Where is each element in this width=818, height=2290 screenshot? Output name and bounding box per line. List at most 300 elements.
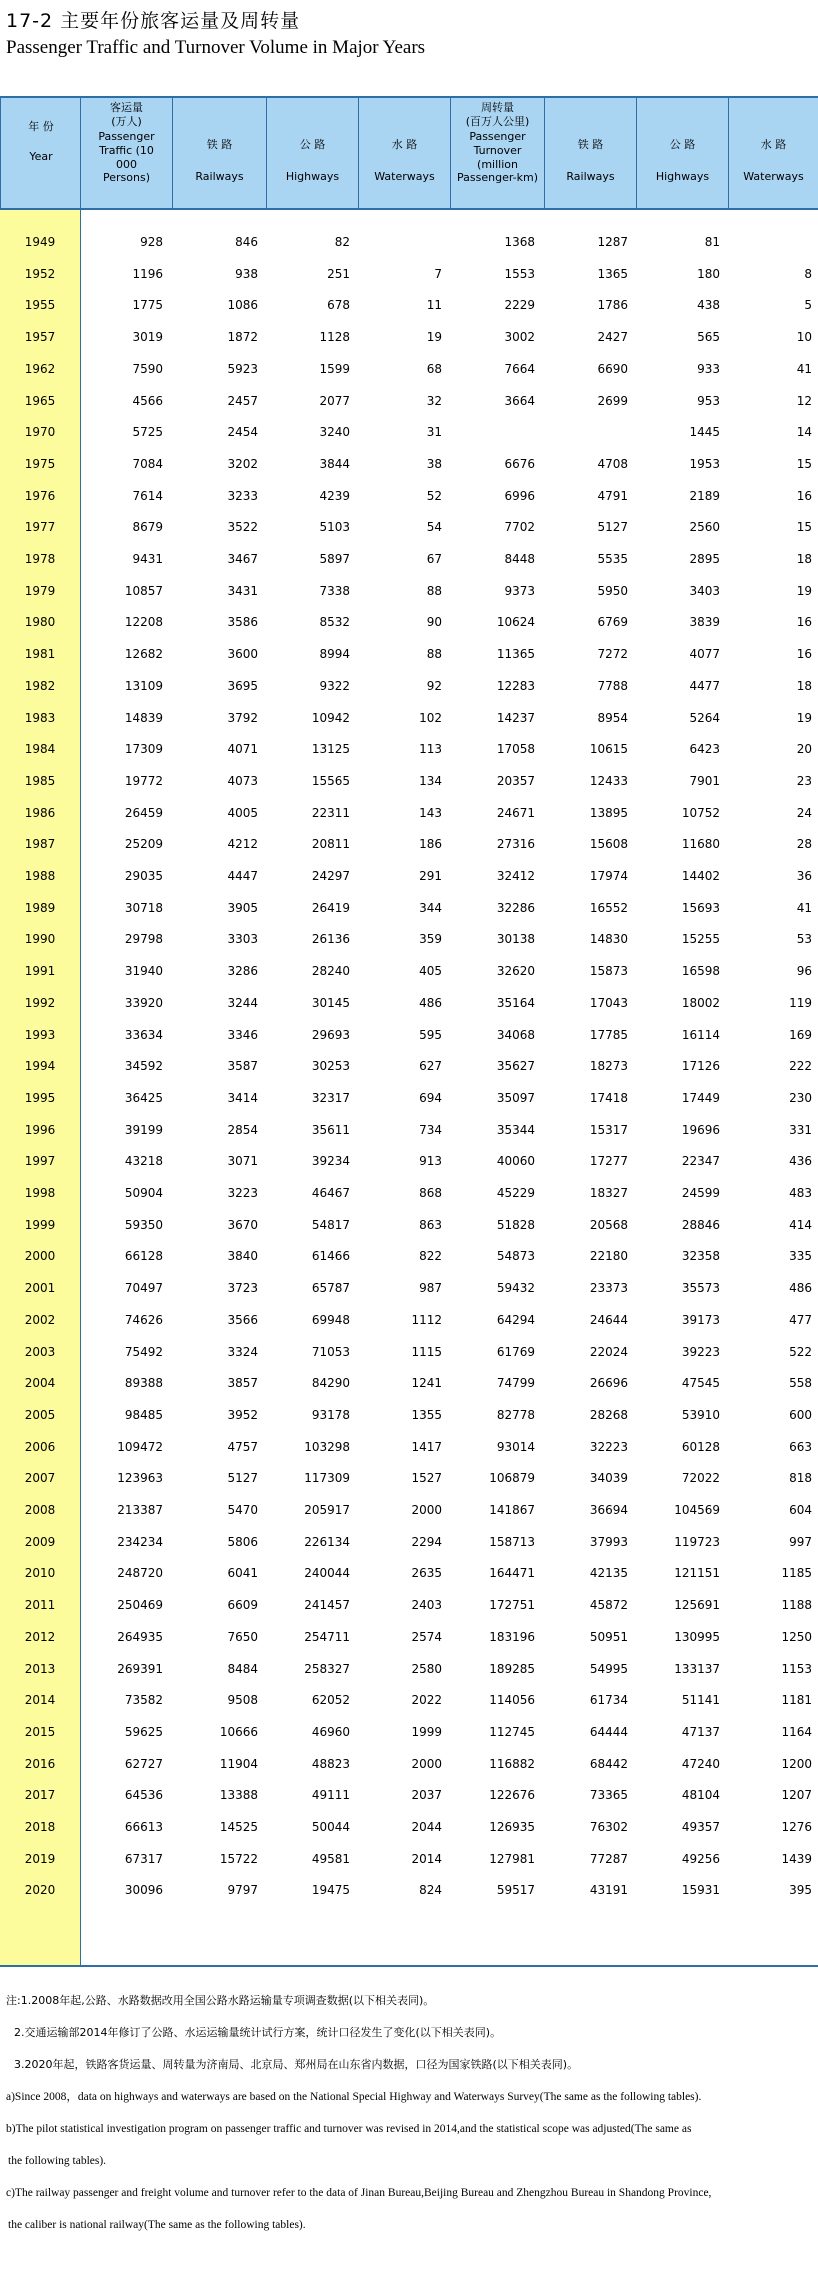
cell-traffic-hwy: 82 xyxy=(334,235,350,249)
cell-turnover-water: 1200 xyxy=(781,1756,812,1771)
cell-turnover-hwy: 5264 xyxy=(689,710,720,725)
cell-traffic-total: 43218 xyxy=(124,1154,163,1169)
cell-traffic-total: 26459 xyxy=(124,805,163,820)
table-row xyxy=(0,702,818,734)
cell-traffic-rail: 2454 xyxy=(227,425,258,440)
cell-turnover-water: 483 xyxy=(789,1186,812,1200)
cell-turnover-hwy: 47137 xyxy=(681,1724,720,1739)
cell-year: 1962 xyxy=(24,361,56,376)
cell-turnover-rail: 5950 xyxy=(597,583,628,598)
cell-turnover-hwy: 14402 xyxy=(681,869,720,883)
cell-traffic-water: 32 xyxy=(426,393,442,408)
page-title-en: Passenger Traffic and Turnover Volume in Major Years xyxy=(6,37,426,58)
cell-traffic-water: 38 xyxy=(426,456,442,471)
cell-traffic-total: 75492 xyxy=(124,1344,163,1359)
cell-traffic-hwy: 103298 xyxy=(304,1439,350,1454)
cell-turnover-rail: 18327 xyxy=(589,1186,628,1200)
cell-traffic-total: 109472 xyxy=(117,1439,163,1454)
cell-turnover-water: 119 xyxy=(789,995,812,1010)
table-row xyxy=(0,480,818,512)
cell-turnover-hwy: 17449 xyxy=(681,1090,720,1105)
table-row xyxy=(0,860,818,892)
cell-turnover-hwy: 3839 xyxy=(689,615,720,630)
cell-traffic-water: 987 xyxy=(419,1281,442,1296)
cell-traffic-water: 822 xyxy=(419,1249,442,1264)
table-row xyxy=(0,1177,818,1209)
cell-traffic-rail: 10666 xyxy=(219,1724,258,1739)
cell-traffic-total: 1775 xyxy=(132,298,163,313)
cell-year: 2011 xyxy=(24,1598,56,1613)
cell-turnover-water: 558 xyxy=(789,1376,812,1391)
cell-traffic-water: 2022 xyxy=(411,1693,442,1708)
cell-traffic-hwy: 35611 xyxy=(311,1122,350,1137)
table-row xyxy=(0,1526,818,1558)
cell-turnover-rail: 28268 xyxy=(589,1407,628,1422)
footnote-line: 注:1.2008年起,公路、水路数据改用全国公路水路运输量专项调查数据(以下相关表同)。 xyxy=(6,1994,435,2007)
cell-traffic-hwy: 1128 xyxy=(319,330,350,345)
cell-turnover-hwy: 51141 xyxy=(681,1693,720,1708)
cell-year: 2009 xyxy=(24,1534,56,1549)
cell-turnover-water: 28 xyxy=(796,837,812,852)
cell-turnover-total: 32412 xyxy=(496,869,535,883)
cell-turnover-water: 16 xyxy=(796,647,812,662)
cell-traffic-rail: 4005 xyxy=(227,805,258,820)
cell-traffic-rail: 4447 xyxy=(227,869,258,883)
cell-year: 2020 xyxy=(24,1883,56,1898)
cell-turnover-water: 12 xyxy=(796,393,812,408)
table-row xyxy=(0,1621,818,1653)
cell-traffic-rail: 3695 xyxy=(227,678,258,693)
cell-turnover-rail: 13895 xyxy=(589,805,628,820)
cell-turnover-rail: 1786 xyxy=(597,298,628,313)
header-turnover-cn: 周转量 xyxy=(481,101,514,114)
header-water2-en: Waterways xyxy=(743,170,804,183)
cell-year: 1979 xyxy=(24,583,56,598)
table-row xyxy=(0,1272,818,1304)
header-hwy2 xyxy=(636,96,728,210)
cell-traffic-total: 9431 xyxy=(132,552,163,566)
cell-year: 2002 xyxy=(24,1312,56,1327)
cell-traffic-total: 59350 xyxy=(124,1217,163,1232)
cell-traffic-total: 33920 xyxy=(124,995,163,1010)
header-turnover-unit: (百万人公里) xyxy=(465,115,530,128)
cell-turnover-rail: 26696 xyxy=(589,1376,628,1391)
cell-traffic-rail: 4071 xyxy=(227,742,258,757)
cell-turnover-rail: 22024 xyxy=(589,1344,628,1359)
table-row xyxy=(0,828,818,860)
header-rail2-en: Railways xyxy=(566,170,615,183)
cell-turnover-total: 27316 xyxy=(496,837,535,852)
cell-turnover-rail: 68442 xyxy=(589,1756,628,1771)
cell-turnover-water: 395 xyxy=(789,1883,812,1898)
header-hwy xyxy=(266,96,358,210)
header-traffic xyxy=(80,96,172,210)
cell-turnover-hwy: 49357 xyxy=(681,1820,720,1834)
cell-turnover-total: 35097 xyxy=(496,1090,535,1105)
table-row xyxy=(0,987,818,1019)
cell-traffic-water: 90 xyxy=(426,615,442,630)
cell-year: 1999 xyxy=(24,1217,56,1232)
cell-turnover-water: 436 xyxy=(789,1154,812,1169)
table-row xyxy=(0,575,818,607)
cell-traffic-rail: 3467 xyxy=(227,552,258,566)
cell-traffic-total: 14839 xyxy=(124,710,163,725)
cell-turnover-water: 663 xyxy=(789,1439,812,1454)
header-water2-cn: 水 路 xyxy=(760,138,787,151)
cell-turnover-hwy: 47240 xyxy=(681,1756,720,1771)
cell-traffic-total: 25209 xyxy=(124,837,163,852)
cell-traffic-total: 5725 xyxy=(132,425,163,440)
cell-traffic-rail: 5806 xyxy=(227,1534,258,1549)
cell-turnover-total: 158713 xyxy=(489,1534,535,1549)
cell-turnover-total: 11365 xyxy=(496,647,535,662)
table-row xyxy=(0,638,818,670)
cell-turnover-rail: 76302 xyxy=(589,1820,628,1834)
cell-traffic-total: 3019 xyxy=(132,330,163,345)
cell-turnover-water: 53 xyxy=(796,932,812,947)
header-year-en: Year xyxy=(29,150,53,163)
cell-year: 1984 xyxy=(24,742,56,757)
cell-turnover-total: 183196 xyxy=(489,1629,535,1644)
cell-turnover-rail: 45872 xyxy=(589,1598,628,1613)
cell-turnover-hwy: 133137 xyxy=(674,1661,720,1676)
cell-traffic-rail: 3233 xyxy=(227,488,258,503)
cell-year: 1975 xyxy=(24,456,56,471)
cell-turnover-rail: 17974 xyxy=(589,869,628,883)
table-row xyxy=(0,1367,818,1399)
cell-traffic-rail: 3071 xyxy=(227,1154,258,1169)
cell-traffic-hwy: 2077 xyxy=(319,393,350,408)
cell-traffic-water: 694 xyxy=(419,1090,442,1105)
cell-turnover-rail: 18273 xyxy=(589,1059,628,1074)
cell-turnover-rail: 8954 xyxy=(597,710,628,725)
cell-turnover-rail: 32223 xyxy=(589,1439,628,1454)
cell-traffic-hwy: 48823 xyxy=(311,1756,350,1771)
table-row xyxy=(0,289,818,321)
cell-turnover-rail: 17043 xyxy=(589,995,628,1010)
cell-traffic-water: 1355 xyxy=(411,1407,442,1422)
cell-turnover-hwy: 35573 xyxy=(681,1281,720,1296)
cell-traffic-total: 89388 xyxy=(124,1376,163,1391)
cell-year: 2000 xyxy=(24,1249,56,1264)
cell-traffic-total: 7614 xyxy=(132,488,163,503)
cell-traffic-hwy: 32317 xyxy=(311,1090,350,1105)
table-bottom-rule xyxy=(0,1965,818,1967)
cell-turnover-rail: 6769 xyxy=(597,615,628,630)
cell-traffic-total: 36425 xyxy=(124,1090,163,1105)
cell-traffic-hwy: 258327 xyxy=(304,1661,350,1676)
cell-turnover-total: 10624 xyxy=(496,615,535,630)
cell-turnover-hwy: 104569 xyxy=(674,1503,720,1517)
cell-turnover-water: 41 xyxy=(796,900,812,915)
cell-turnover-rail: 77287 xyxy=(589,1851,628,1866)
page-title-cn: 17-2 主要年份旅客运量及周转量 xyxy=(6,10,301,32)
cell-turnover-rail: 42135 xyxy=(589,1566,628,1581)
header-rail2-cn: 铁 路 xyxy=(577,138,604,151)
cell-turnover-hwy: 130995 xyxy=(674,1629,720,1644)
cell-year: 1994 xyxy=(24,1059,56,1074)
header-turnover xyxy=(450,96,544,210)
cell-traffic-water: 913 xyxy=(419,1154,442,1169)
cell-traffic-water: 734 xyxy=(419,1122,442,1137)
cell-traffic-water: 54 xyxy=(426,520,442,535)
cell-traffic-water: 2037 xyxy=(411,1788,442,1803)
header-traffic-cn: 客运量 xyxy=(110,101,143,114)
header-hwy2-en: Highways xyxy=(655,170,710,183)
header-traffic-unit: (万人) xyxy=(111,115,142,128)
cell-traffic-total: 74626 xyxy=(124,1312,163,1327)
cell-year: 1980 xyxy=(24,615,56,630)
cell-turnover-hwy: 1445 xyxy=(689,425,720,440)
cell-turnover-rail: 15873 xyxy=(589,964,628,979)
header-hwy-en: Highways xyxy=(285,170,340,183)
cell-traffic-rail: 1086 xyxy=(227,298,258,313)
cell-traffic-rail: 2854 xyxy=(227,1122,258,1137)
cell-traffic-total: 29035 xyxy=(124,869,163,883)
cell-turnover-water: 1164 xyxy=(781,1724,812,1739)
cell-turnover-rail: 43191 xyxy=(589,1883,628,1898)
table-row xyxy=(0,1145,818,1177)
cell-turnover-hwy: 39223 xyxy=(681,1344,720,1359)
cell-turnover-water: 604 xyxy=(789,1503,812,1517)
cell-traffic-total: 73582 xyxy=(124,1693,163,1708)
cell-traffic-water: 1999 xyxy=(411,1724,442,1739)
cell-traffic-total: 29798 xyxy=(124,932,163,947)
cell-turnover-total: 114056 xyxy=(489,1693,535,1708)
cell-traffic-water: 2635 xyxy=(411,1566,442,1581)
cell-traffic-hwy: 251 xyxy=(327,266,350,281)
cell-turnover-water: 19 xyxy=(796,710,812,725)
footnote-line: 3.2020年起，铁路客货运量、周转量为济南局、北京局、郑州局在山东省内数据，口径为国家铁路(以下相关表同)。 xyxy=(14,2058,579,2071)
cell-traffic-water: 1112 xyxy=(411,1312,442,1327)
cell-turnover-hwy: 2189 xyxy=(689,488,720,503)
cell-turnover-rail: 2427 xyxy=(597,330,628,345)
cell-traffic-hwy: 26136 xyxy=(311,932,350,947)
cell-turnover-water: 600 xyxy=(789,1407,812,1422)
cell-turnover-total: 93014 xyxy=(496,1439,535,1454)
cell-turnover-water: 16 xyxy=(796,488,812,503)
cell-traffic-hwy: 205917 xyxy=(304,1503,350,1517)
cell-turnover-rail: 6690 xyxy=(597,361,628,376)
cell-traffic-water: 102 xyxy=(419,710,442,725)
cell-traffic-hwy: 117309 xyxy=(304,1471,350,1486)
cell-turnover-total: 116882 xyxy=(489,1756,535,1771)
cell-traffic-total: 98485 xyxy=(124,1407,163,1422)
cell-traffic-water: 486 xyxy=(419,995,442,1010)
cell-traffic-total: 70497 xyxy=(124,1281,163,1296)
cell-year: 2019 xyxy=(24,1851,56,1866)
cell-turnover-hwy: 49256 xyxy=(681,1851,720,1866)
cell-year: 2004 xyxy=(24,1376,56,1391)
cell-turnover-rail: 14830 xyxy=(589,932,628,947)
cell-turnover-rail: 22180 xyxy=(589,1249,628,1264)
cell-traffic-total: 264935 xyxy=(117,1629,163,1644)
cell-turnover-rail: 5127 xyxy=(597,520,628,535)
cell-turnover-total: 6676 xyxy=(504,456,535,471)
cell-traffic-rail: 4073 xyxy=(227,773,258,788)
cell-turnover-water: 1181 xyxy=(781,1693,812,1708)
cell-year: 1981 xyxy=(24,647,56,662)
cell-turnover-water: 230 xyxy=(789,1090,812,1105)
cell-traffic-rail: 14525 xyxy=(219,1820,258,1834)
cell-traffic-rail: 9797 xyxy=(227,1883,258,1898)
cell-turnover-water: 477 xyxy=(789,1312,812,1327)
table-row xyxy=(0,1050,818,1082)
cell-traffic-water: 824 xyxy=(419,1883,442,1898)
cell-turnover-total: 9373 xyxy=(504,583,535,598)
cell-turnover-hwy: 7901 xyxy=(689,773,720,788)
cell-traffic-total: 10857 xyxy=(124,583,163,598)
cell-traffic-rail: 3586 xyxy=(227,615,258,630)
cell-traffic-rail: 5923 xyxy=(227,361,258,376)
table-row xyxy=(0,923,818,955)
footnote-line: c)The railway passenger and freight volume and turnover refer to the data of Jinan Bureau,Beijing Bureau and Zhengzhou Bureau in Shandong Province, xyxy=(6,2187,712,2199)
cell-turnover-total: 127981 xyxy=(489,1851,535,1866)
cell-traffic-rail: 3414 xyxy=(227,1090,258,1105)
cell-turnover-total: 6996 xyxy=(504,488,535,503)
cell-traffic-hwy: 10942 xyxy=(311,710,350,725)
cell-turnover-hwy: 10752 xyxy=(681,805,720,820)
cell-turnover-rail: 36694 xyxy=(589,1503,628,1517)
cell-traffic-rail: 3566 xyxy=(227,1312,258,1327)
cell-turnover-hwy: 4077 xyxy=(689,647,720,662)
header-turnover-en: Passenger Turnover (million Passenger-km) xyxy=(457,130,538,185)
cell-traffic-water: 2014 xyxy=(411,1851,442,1866)
cell-turnover-water: 1250 xyxy=(781,1629,812,1644)
cell-turnover-water: 96 xyxy=(796,964,812,979)
cell-turnover-rail: 10615 xyxy=(589,742,628,757)
cell-traffic-rail: 3286 xyxy=(227,964,258,979)
cell-turnover-water: 20 xyxy=(796,742,812,757)
cell-traffic-hwy: 20811 xyxy=(311,837,350,852)
cell-year: 2012 xyxy=(24,1629,56,1644)
cell-traffic-hwy: 5897 xyxy=(319,552,350,566)
cell-turnover-water: 1439 xyxy=(781,1851,812,1866)
cell-traffic-total: 34592 xyxy=(124,1059,163,1074)
cell-year: 1996 xyxy=(24,1122,56,1137)
cell-turnover-hwy: 4477 xyxy=(689,678,720,693)
cell-turnover-water: 1276 xyxy=(781,1820,812,1834)
cell-traffic-rail: 6609 xyxy=(227,1598,258,1613)
cell-turnover-rail: 5535 xyxy=(597,552,628,566)
cell-traffic-total: 31940 xyxy=(124,964,163,979)
cell-turnover-water: 1188 xyxy=(781,1598,812,1613)
cell-year: 2006 xyxy=(24,1439,56,1454)
cell-turnover-hwy: 15255 xyxy=(681,932,720,947)
cell-turnover-rail: 73365 xyxy=(589,1788,628,1803)
cell-turnover-total: 8448 xyxy=(504,552,535,566)
cell-traffic-hwy: 240044 xyxy=(304,1566,350,1581)
cell-turnover-water: 16 xyxy=(796,615,812,630)
cell-traffic-rail: 11904 xyxy=(219,1756,258,1771)
cell-turnover-total: 20357 xyxy=(496,773,535,788)
cell-turnover-total: 189285 xyxy=(489,1661,535,1676)
table-row xyxy=(0,1399,818,1431)
table-row xyxy=(0,1494,818,1526)
cell-traffic-water: 113 xyxy=(419,742,442,757)
cell-traffic-water: 134 xyxy=(419,773,442,788)
cell-traffic-total: 8679 xyxy=(132,520,163,535)
cell-traffic-hwy: 28240 xyxy=(311,964,350,979)
footnote-line: 2.交通运输部2014年修订了公路、水运运输量统计试行方案，统计口径发生了变化(以下相关表同)。 xyxy=(14,2026,502,2039)
cell-turnover-rail: 24644 xyxy=(589,1312,628,1327)
cell-traffic-water: 2574 xyxy=(411,1629,442,1644)
cell-traffic-hwy: 4239 xyxy=(319,488,350,503)
cell-traffic-total: 30718 xyxy=(124,900,163,915)
cell-traffic-rail: 5127 xyxy=(227,1471,258,1486)
cell-traffic-hwy: 46467 xyxy=(311,1186,350,1200)
cell-traffic-hwy: 3844 xyxy=(319,456,350,471)
cell-traffic-rail: 3905 xyxy=(227,900,258,915)
table-row xyxy=(0,670,818,702)
cell-traffic-total: 13109 xyxy=(124,678,163,693)
cell-year: 1993 xyxy=(24,1027,56,1042)
cell-turnover-water: 36 xyxy=(796,869,812,883)
cell-year: 1998 xyxy=(24,1186,56,1200)
table-row xyxy=(0,765,818,797)
cell-traffic-hwy: 69948 xyxy=(311,1312,350,1327)
cell-traffic-hwy: 5103 xyxy=(319,520,350,535)
table-row xyxy=(0,1716,818,1748)
cell-traffic-water: 2580 xyxy=(411,1661,442,1676)
cell-turnover-water: 15 xyxy=(796,456,812,471)
cell-traffic-rail: 9508 xyxy=(227,1693,258,1708)
cell-traffic-rail: 7650 xyxy=(227,1629,258,1644)
cell-traffic-rail: 13388 xyxy=(219,1788,258,1803)
cell-turnover-hwy: 125691 xyxy=(674,1598,720,1613)
header-water xyxy=(358,96,450,210)
footnote-line: the following tables). xyxy=(8,2155,107,2167)
cell-traffic-rail: 4212 xyxy=(227,837,258,852)
cell-turnover-hwy: 15931 xyxy=(681,1883,720,1898)
cell-turnover-total: 54873 xyxy=(496,1249,535,1264)
table-row xyxy=(0,1462,818,1494)
cell-turnover-total: 30138 xyxy=(496,932,535,947)
cell-year: 1955 xyxy=(24,298,56,313)
cell-traffic-rail: 3723 xyxy=(227,1281,258,1296)
cell-traffic-water: 1115 xyxy=(411,1344,442,1359)
cell-year: 1988 xyxy=(24,869,56,883)
cell-year: 1976 xyxy=(24,488,56,503)
cell-turnover-total: 1368 xyxy=(504,235,535,249)
cell-year: 2005 xyxy=(24,1407,56,1422)
cell-turnover-rail: 17418 xyxy=(589,1090,628,1105)
cell-turnover-water: 23 xyxy=(796,773,812,788)
cell-traffic-rail: 3670 xyxy=(227,1217,258,1232)
cell-turnover-total: 59517 xyxy=(496,1883,535,1898)
table-row xyxy=(0,353,818,385)
cell-traffic-hwy: 254711 xyxy=(304,1629,350,1644)
cell-year: 1978 xyxy=(24,552,56,566)
cell-turnover-rail: 16552 xyxy=(589,900,628,915)
cell-traffic-total: 12682 xyxy=(124,647,163,662)
cell-turnover-water: 41 xyxy=(796,361,812,376)
cell-year: 2017 xyxy=(24,1788,56,1803)
table-row xyxy=(0,606,818,638)
header-hwy2-cn: 公 路 xyxy=(669,138,696,151)
cell-turnover-rail: 7788 xyxy=(597,678,628,693)
cell-turnover-total: 14237 xyxy=(496,710,535,725)
cell-traffic-hwy: 46960 xyxy=(311,1724,350,1739)
cell-traffic-total: 234234 xyxy=(117,1534,163,1549)
cell-turnover-water: 19 xyxy=(796,583,812,598)
cell-traffic-total: 928 xyxy=(140,235,163,249)
cell-traffic-water: 1241 xyxy=(411,1376,442,1391)
cell-traffic-total: 17309 xyxy=(124,742,163,757)
cell-traffic-water: 2000 xyxy=(411,1503,442,1517)
cell-year: 1987 xyxy=(24,837,56,852)
table-row xyxy=(0,733,818,765)
